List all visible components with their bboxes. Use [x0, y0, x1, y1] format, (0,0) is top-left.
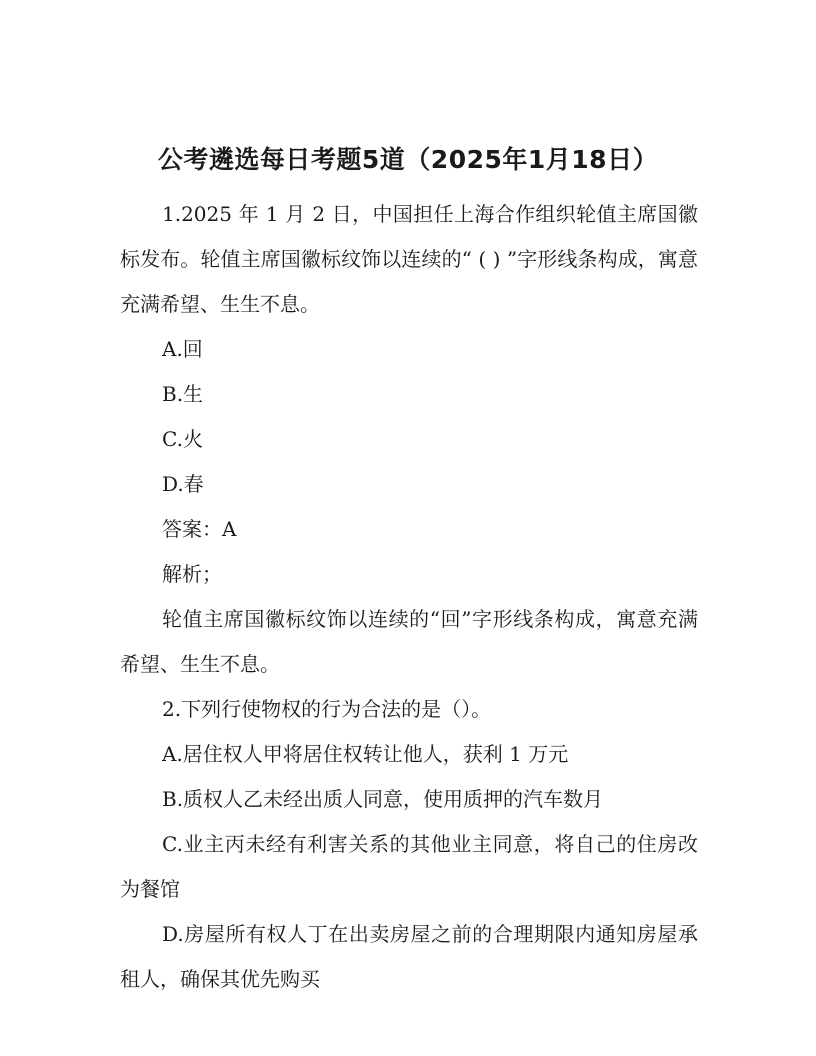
question-1-option-a: A.回 — [162, 337, 203, 361]
document-body — [120, 192, 698, 1002]
question-1-option-c: C.火 — [162, 427, 203, 451]
question-2-option-d: D.房屋所有权人丁在出卖房屋之前的合理期限内通知房屋承租人，确保其优先购买 — [120, 922, 698, 991]
question-1-option-b: B.生 — [162, 382, 204, 406]
document-title: 公考遴选每日考题5道（2025年1月18日） — [157, 145, 659, 174]
question-2-stem: 2.下列行使物权的行为合法的是（）。 — [162, 697, 492, 721]
question-1-option-d: D.春 — [162, 472, 204, 496]
question-2-option-b: B.质权人乙未经出质人同意，使用质押的汽车数月 — [162, 787, 604, 811]
question-1-analysis-label: 解析； — [162, 562, 222, 586]
question-1-stem: 1.2025 年 1 月 2 日，中国担任上海合作组织轮值主席国徽标发布。轮值主席国徽标纹饰以连续的“ ( ) ”字形线条构成，寓意充满希望、生生不息。 — [120, 202, 698, 316]
question-1-answer: 答案：A — [162, 517, 237, 541]
question-2-option-a: A.居住权人甲将居住权转让他人，获利 1 万元 — [162, 742, 569, 766]
question-2-option-c: C.业主丙未经有利害关系的其他业主同意，将自己的住房改为餐馆 — [120, 832, 698, 901]
question-1-analysis: 轮值主席国徽标纹饰以连续的“回”字形线条构成，寓意充满希望、生生不息。 — [120, 607, 698, 676]
